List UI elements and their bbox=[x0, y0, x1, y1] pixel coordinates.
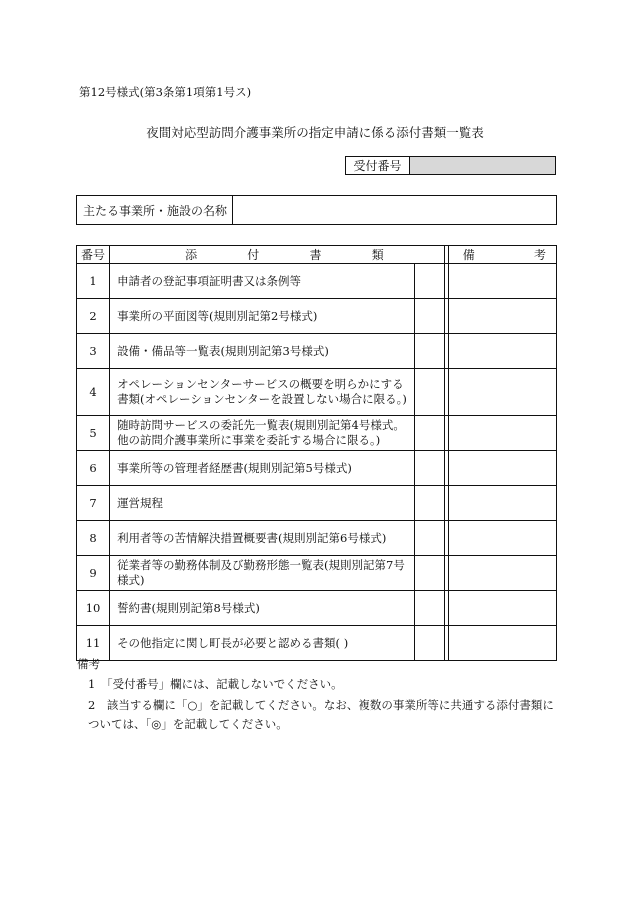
row-document: 設備・備品等一覧表(規則別記第3号様式) bbox=[110, 334, 415, 369]
row-remarks-cell[interactable] bbox=[448, 486, 556, 521]
table-row bbox=[77, 369, 557, 416]
table-row bbox=[77, 416, 557, 451]
row-document: 運営規程 bbox=[110, 486, 415, 521]
row-check-cell[interactable] bbox=[414, 334, 444, 369]
row-document: 誓約書(規則別記第8号様式) bbox=[110, 591, 415, 626]
header-number: 番号 bbox=[77, 246, 110, 264]
table-row bbox=[77, 299, 557, 334]
row-check-cell[interactable] bbox=[414, 264, 444, 299]
remarks-note-1: 1 「受付番号」欄には、記載しないでください。 bbox=[88, 677, 343, 691]
row-remarks-cell[interactable] bbox=[448, 264, 556, 299]
facility-name-field[interactable] bbox=[233, 196, 556, 224]
row-check-cell[interactable] bbox=[414, 416, 444, 451]
row-number: 5 bbox=[77, 416, 110, 451]
page-title: 夜間対応型訪問介護事業所の指定申請に係る添付書類一覧表 bbox=[146, 125, 484, 140]
header-remarks bbox=[448, 246, 556, 264]
row-document: その他指定に関し町長が必要と認める書類( ) bbox=[110, 626, 415, 661]
row-number: 9 bbox=[77, 556, 110, 591]
table-row bbox=[77, 334, 557, 369]
form-number: 第12号様式(第3条第1項第1号ス) bbox=[79, 85, 252, 99]
header-doc-char: 類 bbox=[371, 248, 384, 262]
row-number: 1 bbox=[77, 264, 110, 299]
row-remarks-cell[interactable] bbox=[448, 416, 556, 451]
header-note-char: 考 bbox=[533, 248, 546, 262]
row-check-cell[interactable] bbox=[414, 626, 444, 661]
table-row bbox=[77, 264, 557, 299]
table-header-row bbox=[77, 246, 557, 264]
row-number: 3 bbox=[77, 334, 110, 369]
row-remarks-cell[interactable] bbox=[448, 334, 556, 369]
row-document: 利用者等の苦情解決措置概要書(規則別記第6号様式) bbox=[110, 521, 415, 556]
row-document: 事業所等の管理者経歴書(規則別記第5号様式) bbox=[110, 451, 415, 486]
row-number: 10 bbox=[77, 591, 110, 626]
attachment-documents-table bbox=[76, 245, 557, 661]
reception-number-label: 受付番号 bbox=[346, 157, 410, 174]
row-remarks-cell[interactable] bbox=[448, 299, 556, 334]
table-row bbox=[77, 556, 557, 591]
facility-name-label: 主たる事業所・施設の名称 bbox=[77, 196, 233, 224]
row-check-cell[interactable] bbox=[414, 556, 444, 591]
header-note-char: 備 bbox=[462, 248, 475, 262]
row-number: 7 bbox=[77, 486, 110, 521]
row-document: オペレーションセンターサービスの概要を明らかにする書類(オペレーションセンターを設置しない場合に限る。) bbox=[110, 369, 415, 416]
header-doc-char: 書 bbox=[309, 248, 322, 262]
reception-number-box bbox=[345, 156, 556, 175]
row-remarks-cell[interactable] bbox=[448, 626, 556, 661]
header-documents bbox=[110, 246, 445, 264]
row-check-cell[interactable] bbox=[414, 591, 444, 626]
row-check-cell[interactable] bbox=[414, 299, 444, 334]
row-document: 申請者の登記事項証明書又は条例等 bbox=[110, 264, 415, 299]
header-doc-char: 添 bbox=[185, 248, 198, 262]
row-check-cell[interactable] bbox=[414, 486, 444, 521]
header-doc-char: 付 bbox=[247, 248, 260, 262]
row-remarks-cell[interactable] bbox=[448, 556, 556, 591]
row-document: 従業者等の勤務体制及び勤務形態一覧表(規則別記第7号様式) bbox=[110, 556, 415, 591]
row-check-cell[interactable] bbox=[414, 521, 444, 556]
row-remarks-cell[interactable] bbox=[448, 451, 556, 486]
row-remarks-cell[interactable] bbox=[448, 591, 556, 626]
remarks-note-2: 2 該当する欄に「○」を記載してください。なお、複数の事業所等に共通する添付書類については、「◎」を記載してください。 bbox=[88, 698, 554, 731]
row-document: 随時訪問サービスの委託先一覧表(規則別記第4号様式。他の訪問介護事業所に事業を委託する場合に限る。) bbox=[110, 416, 415, 451]
table-row bbox=[77, 486, 557, 521]
row-number: 8 bbox=[77, 521, 110, 556]
row-check-cell[interactable] bbox=[414, 451, 444, 486]
row-check-cell[interactable] bbox=[414, 369, 444, 416]
table-row bbox=[77, 591, 557, 626]
facility-name-box bbox=[76, 195, 557, 225]
reception-number-field[interactable] bbox=[410, 157, 555, 174]
table-row bbox=[77, 521, 557, 556]
row-document: 事業所の平面図等(規則別記第2号様式) bbox=[110, 299, 415, 334]
remarks-heading: 備考 bbox=[77, 657, 100, 671]
row-number: 6 bbox=[77, 451, 110, 486]
row-remarks-cell[interactable] bbox=[448, 369, 556, 416]
table-row bbox=[77, 626, 557, 661]
row-number: 2 bbox=[77, 299, 110, 334]
table-row bbox=[77, 451, 557, 486]
row-number: 4 bbox=[77, 369, 110, 416]
row-number: 11 bbox=[77, 626, 110, 661]
row-remarks-cell[interactable] bbox=[448, 521, 556, 556]
